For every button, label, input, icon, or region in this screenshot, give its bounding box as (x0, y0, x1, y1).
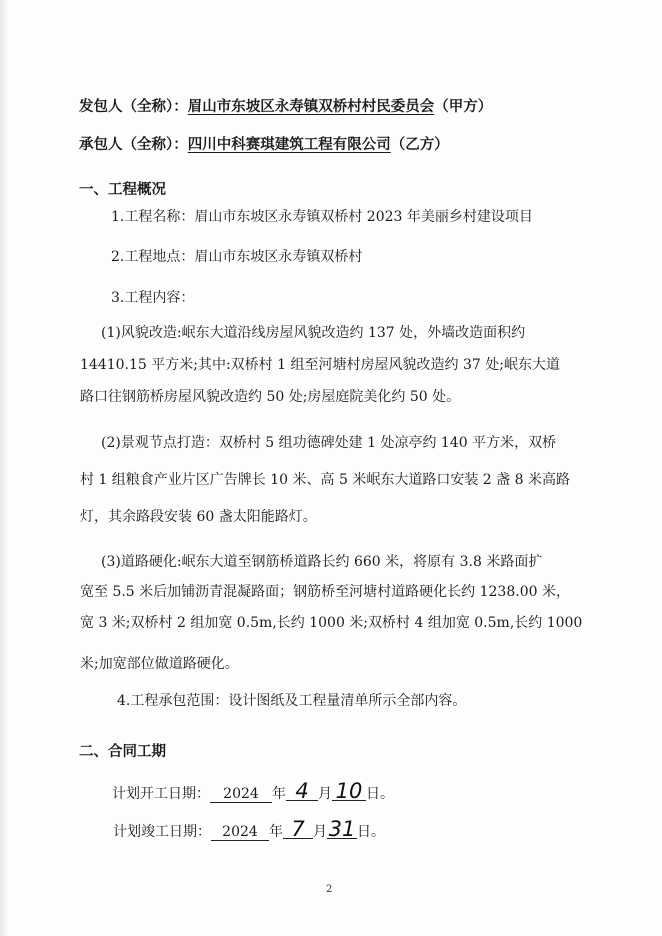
contractor-role: （乙方） (390, 137, 449, 153)
contract-scope-item: 4.工程承包范围：设计图纸及工程量清单所示全部内容。 (117, 693, 467, 709)
facade-renovation-line3: 路口往钢筋桥房屋风貌改造约 50 处;房屋庭院美化约 50 处。 (80, 389, 461, 405)
project-content-item: 3.工程内容： (111, 290, 195, 306)
landscape-node-line1: (2)景观节点打造：双桥村 5 组功德碑处建 1 处凉亭约 140 平方米，双桥 (101, 435, 557, 451)
start-month: 4 (286, 782, 318, 801)
finish-day-char: 日。 (357, 824, 385, 840)
finish-day: 31 (328, 817, 356, 841)
start-day-char: 日。 (366, 786, 394, 802)
finish-date-label: 计划竣工日期： (113, 824, 211, 840)
start-year-char: 年 (272, 786, 286, 802)
start-date-label: 计划开工日期： (112, 786, 210, 802)
employer-name: 眉山市东坡区永寿镇双桥村村民委员会 (187, 99, 435, 115)
section2-heading: 二、合同工期 (79, 744, 166, 760)
scan-edge-shadow (0, 0, 8, 936)
page-number: 2 (326, 884, 333, 895)
road-hardening-line3: 宽 3 米;双桥村 2 组加宽 0.5m,长约 1000 米;双桥村 4 组加宽 0.5m,长约 1000 (80, 615, 583, 631)
employer-label: 发包人（全称）： (79, 99, 188, 115)
road-hardening-line4: 米;加宽部位做道路硬化。 (80, 656, 239, 672)
road-hardening-line2: 宽至 5.5 米后加铺沥青混凝路面；钢筋桥至河塘村道路硬化长约 1238.00 米， (80, 584, 570, 600)
project-name-item: 1.工程名称：眉山市东坡区永寿镇双桥村 2023 年美丽乡村建设项目 (111, 209, 533, 225)
facade-renovation-line2: 14410.15 平方米;其中:双桥村 1 组至河塘村房屋风貌改造约 37 处;岷东大道 (80, 357, 560, 373)
contractor-label: 承包人（全称）： (79, 137, 188, 153)
employer-line (79, 98, 492, 116)
start-year: 2024 (210, 786, 272, 803)
contractor-name: 四川中科赛琪建筑工程有限公司 (187, 137, 391, 153)
landscape-node-line2: 村 1 组粮食产业片区广告牌长 10 米、高 5 米岷东大道路口安装 2 盏 8 米高路 (80, 472, 570, 488)
start-day: 10 (332, 782, 366, 801)
finish-month-char: 月 (313, 824, 327, 840)
facade-renovation-line1: (1)风貌改造:岷东大道沿线房屋风貌改造约 137 处，外墙改造面积约 (101, 325, 526, 341)
project-location-item: 2.工程地点：眉山市东坡区永寿镇双桥村 (111, 249, 363, 265)
landscape-node-line3: 灯，其余路段安装 60 盏太阳能路灯。 (80, 509, 317, 525)
planned-finish-date (113, 817, 385, 841)
contractor-line (79, 136, 449, 154)
finish-month: 7 (283, 820, 313, 839)
finish-year: 2024 (211, 824, 269, 841)
section1-heading: 一、工程概况 (79, 182, 166, 198)
start-month-char: 月 (318, 786, 332, 802)
road-hardening-line1: (3)道路硬化:岷东大道至钢筋桥道路长约 660 米，将原有 3.8 米路面扩 (101, 554, 543, 570)
planned-start-date (112, 779, 394, 803)
employer-role: （甲方） (434, 99, 493, 115)
finish-year-char: 年 (269, 824, 283, 840)
